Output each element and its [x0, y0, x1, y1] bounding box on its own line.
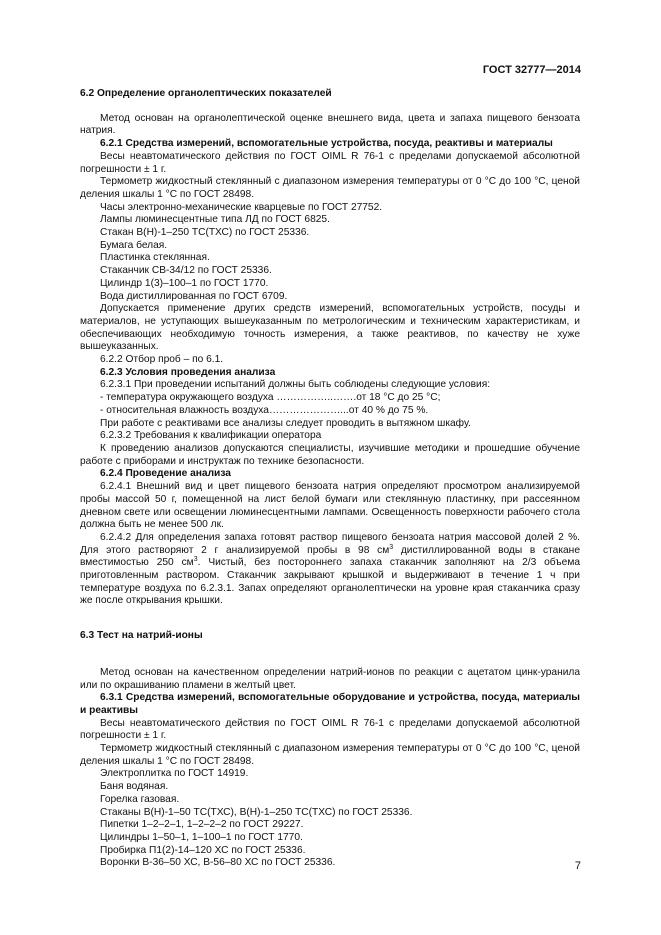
- equipment-item: Пипетки 1–2–2–1, 1–2–2–2 по ГОСТ 29227.: [100, 819, 304, 831]
- page-header-standard-number: ГОСТ 32777—2014: [482, 64, 581, 76]
- section-6-2-3-1: 6.2.3.1 При проведении испытаний должны быть соблюдены следующие условия:: [100, 379, 491, 391]
- equipment-substitution-note: Допускается применение других средств измерений, вспомогательных устройств, посуды и материалов, не уступающих вышеуказанным по метрологическим и техническим характеристикам, и обеспечивающих необходимую точность измерения, а также реактивов, по качеству не хуже вышеуказанных.: [80, 303, 580, 353]
- equipment-item: Пластинка стеклянная.: [100, 252, 210, 264]
- equipment-item: Пробирка П1(2)-14–120 ХС по ГОСТ 25336.: [100, 844, 306, 856]
- section-6-2-4-2-part-c: . Чистый, без постороннего запаха стаканчик заполняют на 2/3 объема приготовленным раствором. Стаканчик закрывают крышкой и выдерживают в течение 1 ч при температуре воздуха по 6.2.3.1. Запах определяют органолептически на уровне края стаканчика сразу же после открывания крышки.: [80, 557, 580, 607]
- condition-humidity: - относительная влажность воздуха…………………...от 40 % до 75 %.: [100, 404, 429, 416]
- section-6-2-4-2-part-a: 6.2.4.2 Для определения запаха готовят раствор пищевого бензоата натрия массовой долей 2 %. Для этого растворяют 2 г анализируемой пробы в 98 см: [80, 531, 580, 556]
- section-6-3-intro: Метод основан на качественном определении натрий-ионов по реакции с ацетатом цинк-уранила или по окрашиванию пламени в желтый цвет.: [80, 666, 580, 691]
- section-6-2-intro: Метод основан на органолептической оценке внешнего вида, цвета и запаха пищевого бензоата натрия.: [80, 112, 580, 137]
- section-6-2-3-title: 6.2.3 Условия проведения анализа: [100, 366, 276, 378]
- equipment-item: Вода дистиллированная по ГОСТ 6709.: [100, 290, 288, 302]
- equipment-item: Весы неавтоматического действия по ГОСТ OIML R 76-1 с пределами допускаемой абсолютной погрешности ± 1 г.: [80, 717, 580, 742]
- equipment-item: Бумага белая.: [100, 239, 168, 251]
- cubic-superscript: 3: [193, 556, 198, 564]
- equipment-item: Часы электронно-механические кварцевые по ГОСТ 27752.: [100, 201, 383, 213]
- section-6-2-4-2: [80, 532, 580, 608]
- section-6-2-2: 6.2.2 Отбор проб – по 6.1.: [100, 354, 224, 366]
- equipment-item: Воронки В-36–50 ХС, В-56–80 ХС по ГОСТ 25336.: [100, 857, 336, 869]
- document-body: [80, 88, 580, 870]
- section-6-2-title: 6.2 Определение органолептических показателей: [80, 88, 332, 99]
- equipment-item: Термометр жидкостный стеклянный с диапазоном измерения температуры от 0 °С до 100 °С, ценой деления шкалы 1 °С по ГОСТ 28498.: [80, 176, 580, 200]
- section-6-2-3-2: 6.2.3.2 Требования к квалификации оператора: [100, 430, 322, 442]
- equipment-item: Лампы люминесцентные типа ЛД по ГОСТ 6825.: [100, 214, 330, 226]
- section-6-3-1-title: 6.3.1 Средства измерений, вспомогательные оборудование и устройства, посуда, материалы и реактивы: [80, 692, 580, 716]
- cubic-superscript: 3: [389, 543, 394, 551]
- equipment-item: Стаканчик СВ-34/12 по ГОСТ 25336.: [100, 265, 272, 277]
- equipment-item: Термометр жидкостный стеклянный с диапазоном измерения температуры от 0 °С до 100 °С, ценой деления шкалы 1 °С по ГОСТ 28498.: [80, 743, 580, 767]
- equipment-item: Горелка газовая.: [100, 793, 180, 805]
- section-6-2-4-title: 6.2.4 Проведение анализа: [100, 468, 231, 480]
- equipment-item: Весы неавтоматического действия по ГОСТ OIML R 76-1 с пределами допускаемой абсолютной погрешности ± 1 г.: [80, 150, 580, 175]
- section-6-3-title: 6.3 Тест на натрий-ионы: [80, 630, 203, 642]
- equipment-item: Цилиндр 1(3)–100–1 по ГОСТ 1770.: [100, 277, 269, 289]
- section-6-2-1-title: 6.2.1 Средства измерений, вспомогательные устройства, посуда, реактивы и материалы: [100, 138, 553, 150]
- equipment-item: Цилиндры 1–50–1, 1–100–1 по ГОСТ 1770.: [100, 831, 303, 843]
- section-6-2-4-2-part-b: дистиллированной воды в стакане вместимостью 250 см: [80, 544, 580, 569]
- equipment-item: Баня водяная.: [100, 781, 169, 793]
- condition-temperature: - температура окружающего воздуха ……………..…….от 18 °С до 25 °С;: [100, 392, 441, 404]
- equipment-item: Стакан В(Н)-1–250 ТС(ТХС) по ГОСТ 25336.: [100, 227, 310, 239]
- operator-qualification-text: К проведению анализов допускаются специалисты, изучившие методики и прошедшие обучение работе с приборами и инструктаж по технике безопасности.: [80, 442, 580, 467]
- page-number: 7: [574, 860, 581, 872]
- equipment-item: Электроплитка по ГОСТ 14919.: [100, 768, 249, 780]
- section-6-2-4-1: 6.2.4.1 Внешний вид и цвет пищевого бензоата натрия определяют просмотром анализируемой пробы массой 50 г, помещенной на лист белой бумаги или стеклянную пластинку, при рассеянном дневном свете или освещении люминесцентными лампами. Освещенность поверхности рабочего стола должна быть не менее 500 лк.: [80, 481, 580, 531]
- equipment-item: Стаканы В(Н)-1–50 ТС(ТХС), В(Н)-1–250 ТС(ТХС) по ГОСТ 25336.: [100, 806, 413, 818]
- reagents-fume-hood-note: При работе с реактивами все анализы следует проводить в вытяжном шкафу.: [100, 417, 471, 429]
